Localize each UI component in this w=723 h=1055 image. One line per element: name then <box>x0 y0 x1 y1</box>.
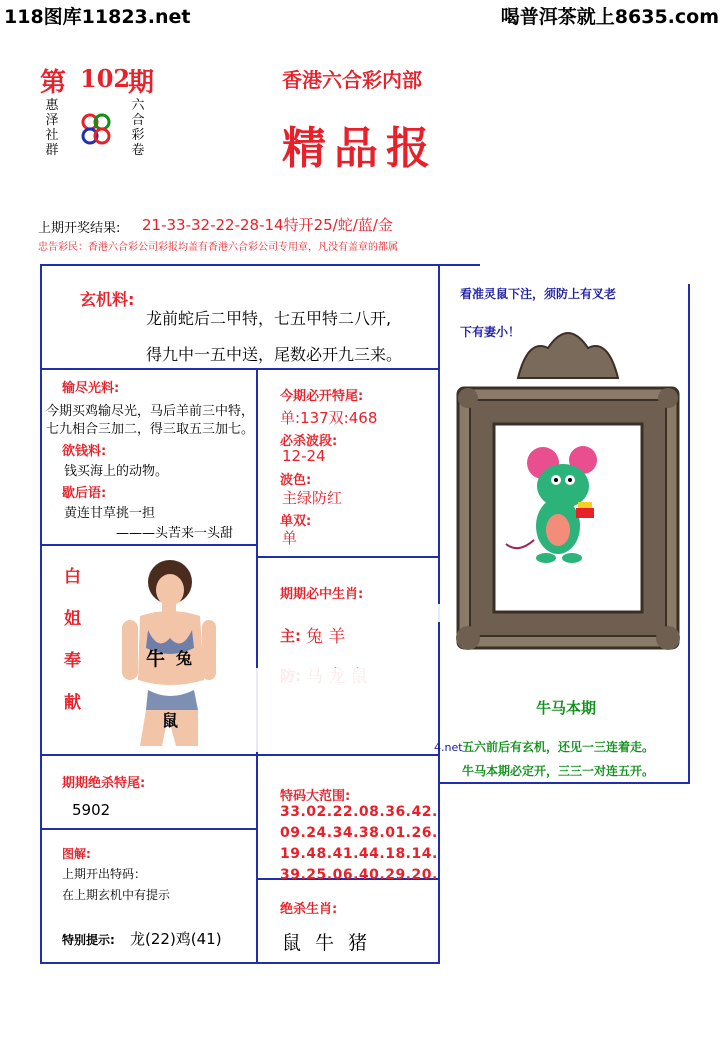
xiehouyu-line2: ———头苦来一头甜 <box>116 526 234 541</box>
frame-bottom <box>40 962 440 964</box>
shuju-line1: 今期买鸡输尽光，马后羊前三中特， <box>46 404 255 419</box>
baijie-char-3: 奉 <box>64 651 81 671</box>
right-vertical-text: 六合彩卷 <box>131 98 145 158</box>
overlay-char-niu: 牛 <box>146 648 166 670</box>
overlay-char-tu: 兔 <box>176 649 193 668</box>
logo-icon <box>78 112 114 148</box>
tujie-line2: 在上期玄机中有提示 <box>62 888 171 902</box>
divider-4 <box>40 754 440 756</box>
baijie-char-4: 献 <box>64 693 81 713</box>
right-watermark: 4.net <box>434 741 463 754</box>
tema-range-label: 特码大范围: <box>280 789 351 804</box>
bosheng-value: 12-24 <box>282 447 326 465</box>
bixiao-te-label: 今期必开特尾: <box>280 389 364 404</box>
juesha-sx-value: 鼠 牛 猪 <box>282 932 372 954</box>
tema-range-row-4: 39.25.06.40.29.20. <box>280 867 438 883</box>
bizhong-label: 期期必中生肖: <box>280 587 364 602</box>
right-top-line1: 看准灵鼠下注，须防上有叉老 <box>460 287 617 301</box>
bose-value: 主绿防红 <box>282 489 343 507</box>
right-verse2: 牛马本期必定开，三三一对连五开。 <box>462 764 655 778</box>
right-top-line2: 下有妻小！ <box>460 325 521 339</box>
warning-text: 忠告彩民：香港六合彩公司彩报均盖有香港六合彩公司专用章，凡没有盖章的都属 <box>38 242 398 253</box>
yuqian-label: 欲钱料: <box>62 444 107 459</box>
bixiao-te-value: 单:137双:468 <box>280 409 378 427</box>
tema-range-row-2: 09.24.34.38.01.26. <box>280 825 438 841</box>
right-caption: 牛马本期 <box>536 699 597 717</box>
left-site-name: 118图库11823.net <box>4 6 191 28</box>
xiehouyu-label: 歇后语: <box>62 486 107 501</box>
right-verse1: 五六前后有玄机，还见一三连着走。 <box>462 740 655 754</box>
last-result-value: 21-33-32-22-28-14特开25/蛇/蓝/金 <box>142 216 393 234</box>
tebie-label: 特别提示: <box>62 933 115 947</box>
ornate-frame-image <box>448 318 688 658</box>
divider-5 <box>40 828 258 830</box>
juesha-te-label: 期期绝杀特尾: <box>62 776 146 791</box>
xuanji-line1: 龙前蛇后二甲特，七五甲特二八开, <box>146 309 392 328</box>
frame-top <box>40 264 480 266</box>
danshuang-label: 单双: <box>280 514 312 529</box>
xuanji-line2: 得九中一五中送，尾数必开九三来。 <box>146 345 403 364</box>
tebie-value: 龙(22)鸡(41) <box>130 930 222 948</box>
shuju-line2: 七九相合三加二，得三取五三加七。 <box>46 422 255 437</box>
juesha-sx-label: 绝杀生肖: <box>280 902 338 917</box>
last-result-label: 上期开奖结果: <box>38 221 121 236</box>
shuju-label: 输尽光料: <box>62 381 120 396</box>
tema-range-row-1: 33.02.22.08.36.42. <box>280 804 438 820</box>
overlay-char-shu: 鼠 <box>162 711 179 730</box>
page-title: 精品报 <box>282 123 438 174</box>
issue-di: 第 <box>40 68 67 98</box>
yuqian-text: 钱买海上的动物。 <box>64 464 169 479</box>
left-vertical-text: 惠泽社群 <box>45 98 59 158</box>
right-frame-bottom <box>438 782 690 784</box>
divider-2 <box>40 544 258 546</box>
xiehouyu-line1: 黄连甘草挑一担 <box>64 506 156 521</box>
issue-number: 102 <box>80 64 131 93</box>
baijie-char-2: 姐 <box>64 609 81 629</box>
tema-range-row-3: 19.48.41.44.18.14. <box>280 846 438 862</box>
bosheng-label: 必杀波段: <box>280 434 338 449</box>
divider-v1 <box>256 368 258 962</box>
page-subtitle: 香港六合彩内部 <box>282 68 422 92</box>
issue-qi: 期 <box>128 68 155 98</box>
juesha-te-value: 5902 <box>72 801 111 819</box>
right-site-name: 喝普洱茶就上8635.com <box>500 6 719 28</box>
danshuang-value: 单 <box>282 529 298 547</box>
xuanji-label: 玄机料: <box>80 290 135 309</box>
tujie-label: 图解: <box>62 847 91 861</box>
right-frame-right <box>688 284 690 784</box>
tujie-line1: 上期开出特码： <box>62 867 147 881</box>
divider-1 <box>40 368 440 370</box>
fade-patch <box>218 668 438 752</box>
baijie-char-1: 白 <box>64 567 81 587</box>
bizhong-main-value: 兔 羊 <box>306 627 346 647</box>
bizhong-main-label: 主: <box>280 627 301 645</box>
divider-3 <box>256 556 440 558</box>
bose-label: 波色: <box>280 473 312 488</box>
